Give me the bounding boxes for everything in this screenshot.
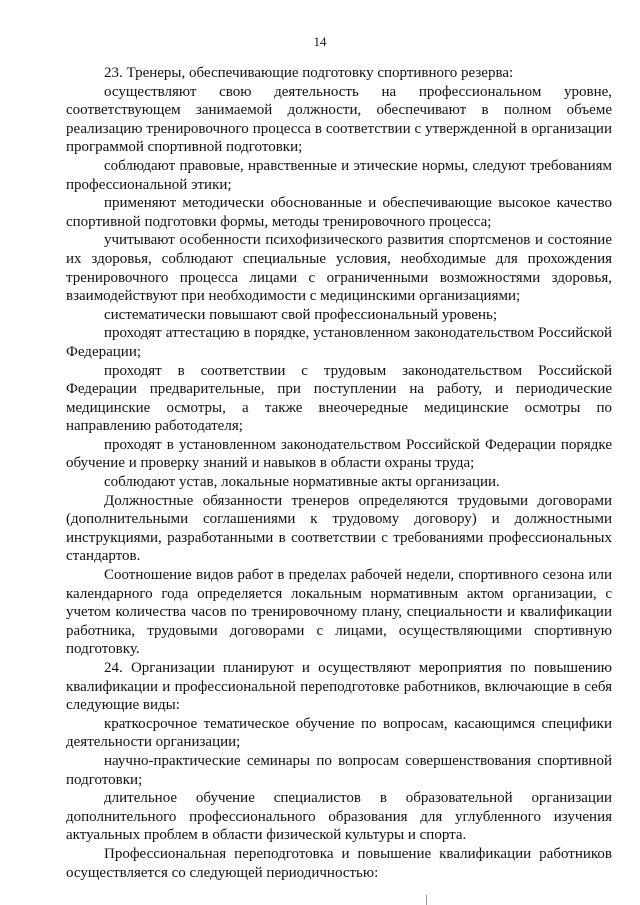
paragraph: Соотношение видов работ в пределах рабочей недели, спортивного сезона или календарного года определяется локальным нормативным актом организации, с учетом количества часов по тренировочному плану, специальности и квалификации работника, трудовыми договорами с лицами, осуществляющими спортивную подготовку. [66, 567, 612, 658]
paragraph: осуществляют свою деятельность на профессиональном уровне, соответствующем занимаемой должности, обеспечивают в полном объеме реализацию тренировочного процесса в соответствии с утвержденной в организации программой спортивной подготовки; [66, 83, 612, 156]
paragraph: Должностные обязанности тренеров определяются трудовыми договорами (дополнительными соглашениями к трудовому договору) и должностными инструкциями, разработанными в соответствии с требованиями профессиональных стандартов. [66, 492, 612, 565]
paragraph: Профессиональная переподготовка и повышение квалификации работников осуществляется со следующей периодичностью: [66, 845, 612, 881]
document-body [66, 64, 612, 882]
scan-artifact-mark [426, 895, 427, 905]
page-number: 14 [313, 34, 327, 49]
paragraph: проходят в установленном законодательством Российской Федерации порядке обучение и проверку знаний и навыков в области охраны труда; [66, 436, 612, 472]
paragraph: соблюдают устав, локальные нормативные акты организации. [104, 474, 500, 491]
paragraph: краткосрочное тематическое обучение по вопросам, касающимся специфики деятельности организации; [66, 715, 612, 751]
paragraph: систематически повышают свой профессиональный уровень; [104, 306, 498, 323]
paragraph: 23. Тренеры, обеспечивающие подготовку спортивного резерва: [104, 65, 514, 81]
paragraph: соблюдают правовые, нравственные и этические нормы, следуют требованиям профессиональной этики; [66, 157, 612, 193]
paragraph: 24. Организации планируют и осуществляют мероприятия по повышению квалификации и профессиональной переподготовке работников, включающие в себя следующие виды: [66, 660, 612, 714]
paragraph: учитывают особенности психофизического развития спортсменов и состояние их здоровья, соблюдают специальные условия, необходимые для прохождения тренировочного процесса лицами с ограниченными возможностями здоровья, взаимодействуют при необходимости с медицинскими организациями; [66, 232, 612, 305]
paragraph: длительное обучение специалистов в образовательной организации дополнительного профессионального образования для углубленного изучения актуальных проблем в области физической культуры и спорта. [66, 790, 612, 844]
paragraph: научно-практические семинары по вопросам совершенствования спортивной подготовки; [66, 752, 612, 788]
paragraph: проходят аттестацию в порядке, установленном законодательством Российской Федерации; [66, 325, 612, 360]
paragraph: проходят в соответствии с трудовым законодательством Российской Федерации предварительные, при поступлении на работу, и периодические медицинские осмотры, а также внеочередные медицинские осмотры по направлению работодателя; [66, 362, 612, 435]
paragraph: применяют методически обоснованные и обеспечивающие высокое качество спортивной подготовки формы, методы тренировочного процесса; [66, 195, 612, 230]
